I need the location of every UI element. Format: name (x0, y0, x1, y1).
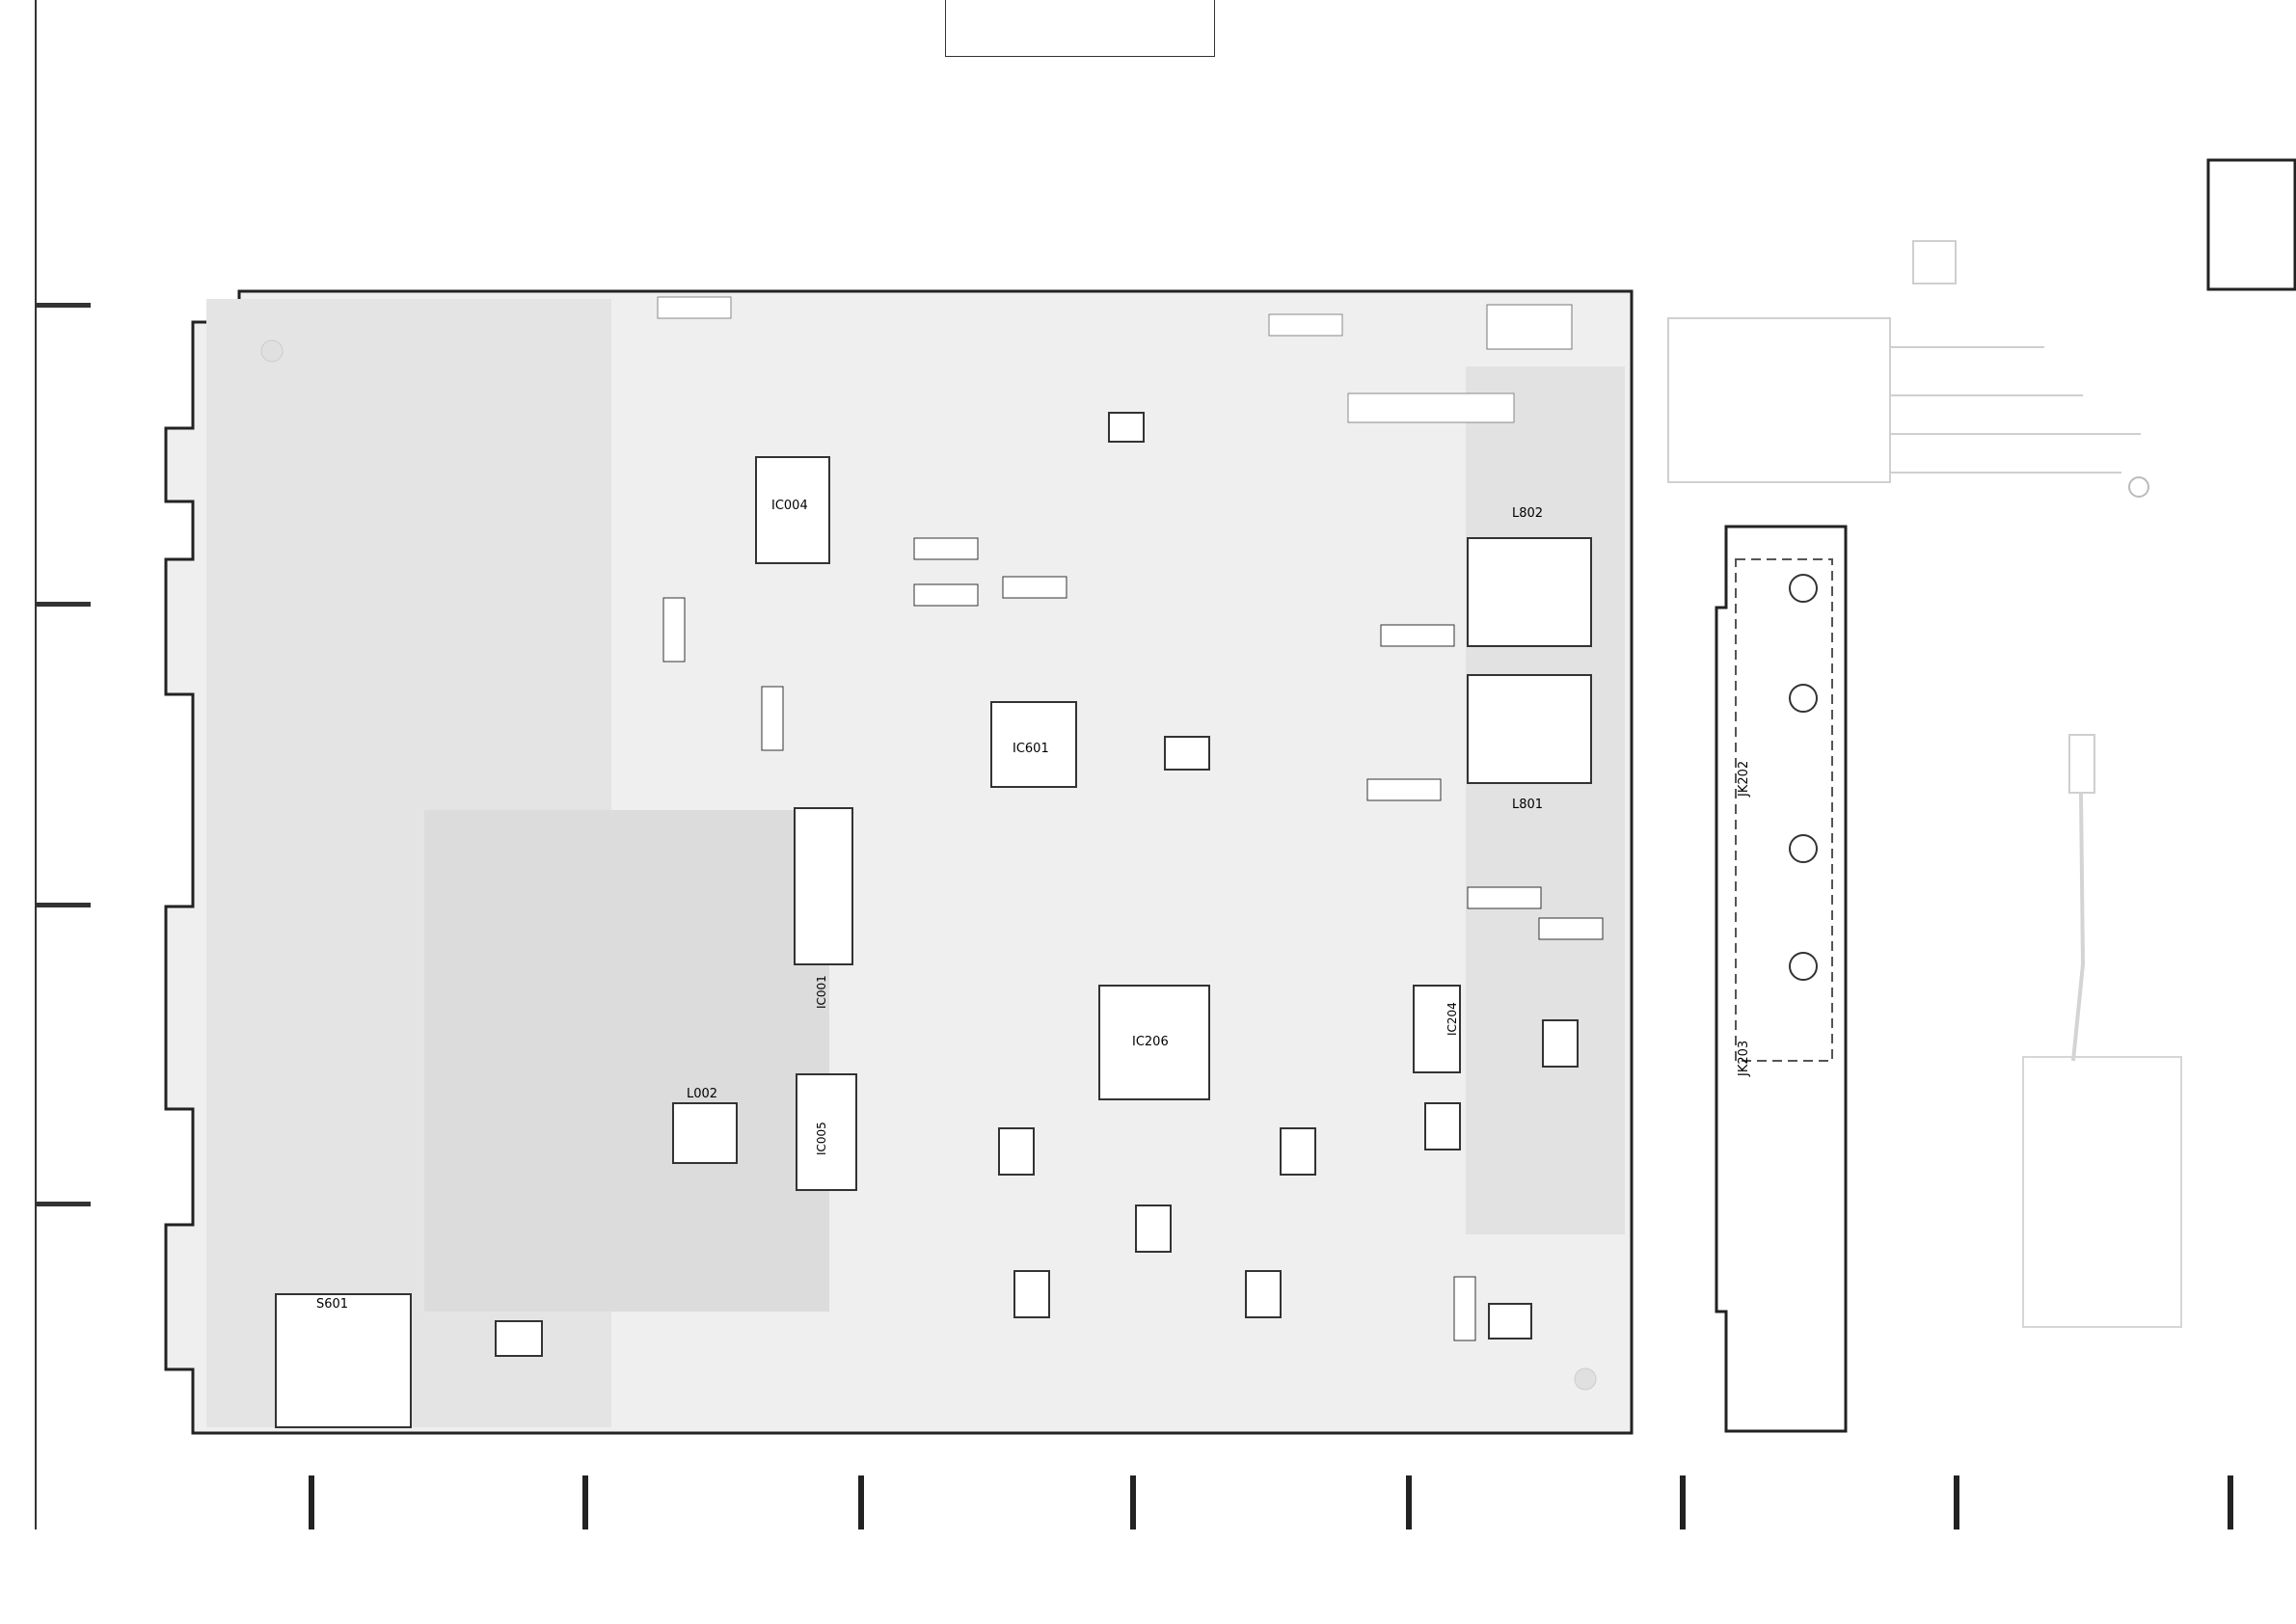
connector-cd201 (658, 297, 731, 318)
ic602-body (1165, 737, 1209, 770)
ic005-label: IC005 (815, 1122, 828, 1155)
jack-jk202-1 (1790, 575, 1817, 602)
ic203-body (1109, 413, 1144, 442)
ic204-label: IC204 (1445, 1002, 1459, 1036)
transistor-q817 (1381, 625, 1454, 646)
ic004-label: IC004 (771, 499, 808, 513)
ic001-label: IC001 (815, 975, 828, 1009)
tuner-unit-fe001 (2023, 1057, 2181, 1327)
mounting-hole (1575, 1368, 1596, 1390)
gnd-lead-terminal (2129, 477, 2148, 497)
board-shaded-zone (1466, 366, 1625, 1234)
inductor-l802-label: L802 (1512, 506, 1544, 521)
transistor-q807 (1003, 577, 1067, 598)
transistor-q816 (1367, 779, 1441, 800)
antenna-cable (2073, 793, 2083, 1061)
connector-cd207 (1269, 314, 1342, 336)
power-connector-assy (1668, 318, 1890, 482)
switch-s601 (276, 1294, 411, 1427)
ic208-body (999, 1128, 1034, 1175)
connector-cd206 (1487, 305, 1572, 349)
switch-s601-label: S601 (316, 1297, 349, 1312)
power-wire (1890, 347, 2141, 473)
jack-jk203-label: JK203 (1737, 1040, 1751, 1076)
transistor-q803 (1454, 1277, 1475, 1340)
ic001-body (795, 808, 852, 964)
inductor-l801-label: L801 (1512, 798, 1544, 812)
ic207-body (1281, 1128, 1315, 1175)
jack-jk203-2 (1790, 953, 1817, 980)
transistor-q007 (663, 598, 685, 662)
ic002-body (496, 1321, 542, 1356)
connector-main (1348, 393, 1514, 422)
mounting-hole (261, 340, 283, 362)
jack-jk203-1 (1790, 835, 1817, 862)
inductor-l802 (1468, 538, 1591, 646)
ic210-body (1246, 1271, 1281, 1317)
power-plug (1913, 241, 1956, 284)
ic802-body (1489, 1304, 1531, 1339)
inductor-l801 (1468, 675, 1591, 783)
transistor-q013 (914, 584, 978, 606)
jack-jk202-2 (1790, 685, 1817, 712)
transistor-q014 (914, 538, 978, 559)
inductor-l002 (673, 1103, 737, 1163)
din-jack-board (2208, 160, 2295, 289)
ic205-body (1425, 1103, 1460, 1150)
transistor-q808 (1539, 918, 1603, 939)
ic211-body (1014, 1271, 1049, 1317)
transistor-q009 (762, 687, 783, 750)
board-shaded-zone (424, 810, 829, 1312)
ic801-body (1543, 1020, 1578, 1067)
inductor-l002-label: L002 (687, 1087, 718, 1101)
antenna-receptacle (2069, 735, 2094, 793)
ic206-label: IC206 (1132, 1035, 1169, 1049)
ic601-label: IC601 (1013, 742, 1049, 756)
transistor-q804 (1468, 887, 1541, 908)
ic209-body (1136, 1205, 1171, 1252)
jack-jk202-label: JK202 (1737, 760, 1751, 797)
